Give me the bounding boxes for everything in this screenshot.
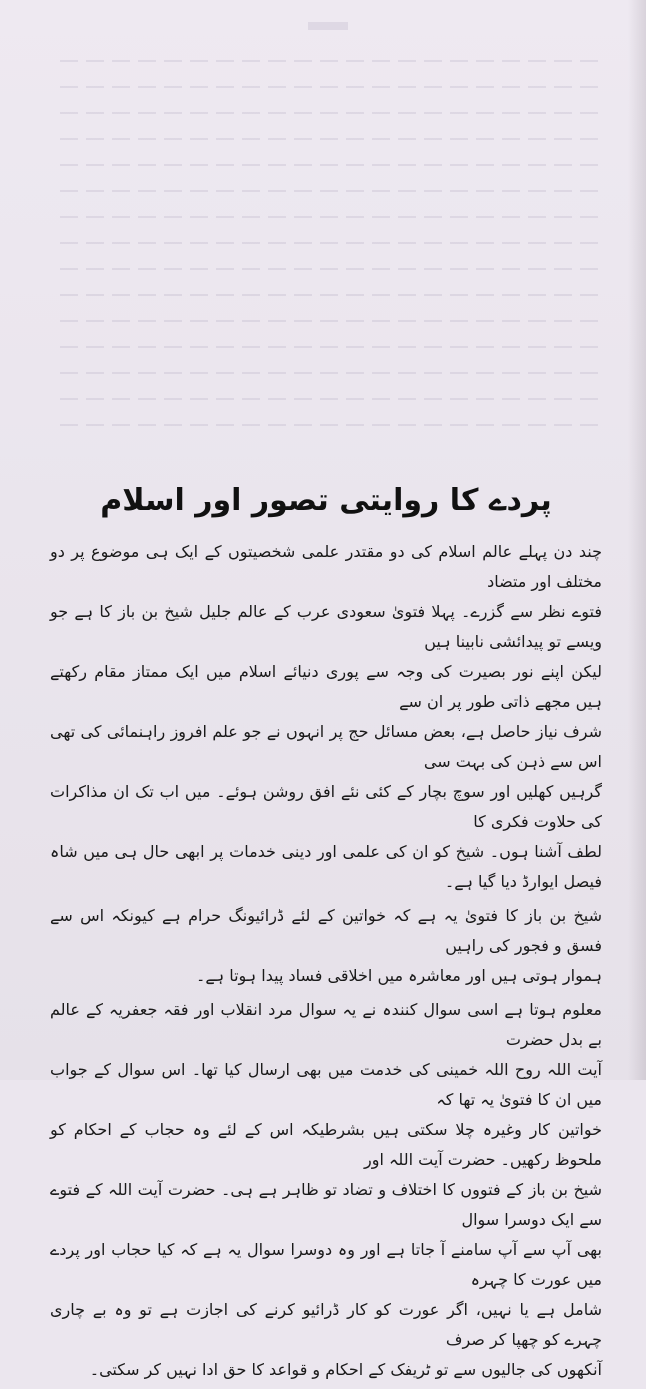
paragraph: چند دن پہلے عالم اسلام کی دو مقتدر علمی شخصیتوں کے ایک ہی موضوع پر دو مختلف اور متضاد فتوے نظر سے گزرے۔ پہلا فتویٰ سعودی عرب کے عالم جلیل شیخ بن باز کا ہے جو ویسے تو پیدائشی نابینا ہیں لیکن اپنے نور بصیرت کی وجہ سے پوری دنیائے اسلام میں ایک ممتاز مقام رکھتے ہیں مجھے ذاتی طور پر ان سے شرف نیاز حاصل ہے، بعض مسائل حج پر انہوں نے جو علم افروز راہنمائی کی تھی اس سے ذہن کی بہت سی گرہیں کھلیں اور سوچ بچار کے کئی نئے افق روشن ہوئے۔ میں اب تک ان مذاکرات کی حلاوت فکری کا لطف آشنا ہوں۔ شیخ کو ان کی علمی اور دینی خدمات پر ابھی حال ہی میں شاہ فیصل ایوارڈ دیا گیا ہے۔: [50, 542, 602, 891]
show-through-line: [60, 268, 600, 270]
page-edge-shadow: [628, 0, 646, 1080]
show-through-text: [60, 40, 600, 470]
show-through-line: [60, 320, 600, 322]
show-through-line: [60, 294, 600, 296]
show-through-line: [60, 424, 600, 426]
show-through-line: [60, 242, 600, 244]
show-through-line: [60, 372, 600, 374]
faded-page-number: [308, 22, 348, 30]
show-through-line: [60, 190, 600, 192]
page-body: [50, 478, 602, 1389]
show-through-line: [60, 398, 600, 400]
show-through-line: [60, 86, 600, 88]
show-through-line: [60, 112, 600, 114]
paragraph: معلوم ہوتا ہے اسی سوال کنندہ نے یہ سوال مرد انقلاب اور فقہ جعفریہ کے عالم بے بدل حضرت آیت اللہ روح اللہ خمینی کی خدمت میں بھی ارسال کیا تھا۔ اس سوال کے جواب میں ان کا فتویٰ یہ تھا کہ خواتین کار وغیرہ چلا سکتی ہیں بشرطیکہ اس کے لئے وہ حجاب کے احکام کو ملحوظ رکھیں۔ حضرت آیت اللہ اور شیخ بن باز کے فتووں کا اختلاف و تضاد تو ظاہر ہے ہی۔ حضرت آیت اللہ کے فتوے سے ایک دوسرا سوال بھی آپ سے آپ سامنے آ جاتا ہے اور وہ دوسرا سوال یہ ہے کہ کیا حجاب اور پردے میں عورت کا چہرہ شامل ہے یا نہیں، اگر عورت کو کار ڈرائیو کرنے کی اجازت ہے تو وہ بے چاری چہرے کو چھپا کر صرف آنکھوں کی جالیوں سے تو ٹریفک کے احکام و قواعد کا حق ادا نہیں کر سکتی۔: [50, 1000, 602, 1379]
show-through-line: [60, 346, 600, 348]
show-through-line: [60, 60, 600, 62]
show-through-line: [60, 164, 600, 166]
show-through-line: [60, 216, 600, 218]
show-through-line: [60, 138, 600, 140]
paragraph: شیخ بن باز کا فتویٰ یہ ہے کہ خواتین کے لئے ڈرائیونگ حرام ہے کیونکہ اس سے فسق و فجور کی راہیں ہموار ہوتی ہیں اور معاشرہ میں اخلاقی فساد پیدا ہوتا ہے۔: [50, 906, 602, 985]
chapter-title: پردے کا روایتی تصور اور اسلام: [100, 483, 552, 518]
